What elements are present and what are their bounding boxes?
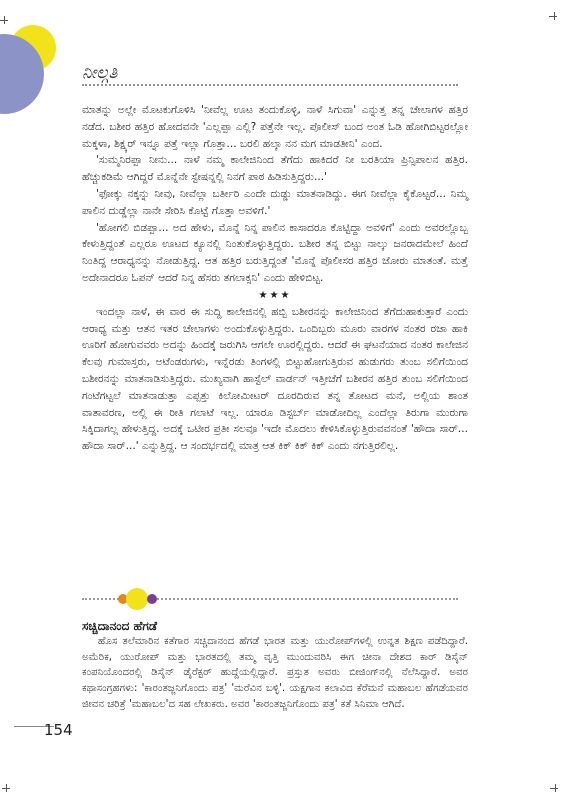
crop-mark	[2, 788, 10, 789]
section-separator: ★★★	[258, 289, 292, 301]
story-paragraph: 'ಹೋಗಲಿ ಬಿಡಪ್ಪಾ... ಅದ ಹೇಳು, ಮೊನ್ನೆ ನಿನ್ನ ಪಾಲಿನ ಕಾಸಾದರೂ ಕೊಟ್ಟಿದ್ದಾ ಅವಳಿಗೆ' ಎಂದು ಅವರಲ್ಲೊಬ್ಬ ಕೇಳುತ್ತಿದ್ದಂತೆ ಎಲ್ಲರೂ ಊಟದ ಕ್ಯೂನಲ್ಲಿ ನಿಂತುಕೊಳ್ಳುತ್ತಿದ್ದರು. ಬಶೀರ ತನ್ನ ಬಿಟ್ಟು ನಾಲ್ಕು ಜನರಾದಮೇಲೆ ಹಿಂದೆ ನಿಂತಿದ್ದ ಆರಾಧ್ಯನನ್ನು ನೋಡುತ್ತಿದ್ದ. ಆತ ಹತ್ತಿರ ಬರುತ್ತಿದ್ದಂತೆ 'ಮೊನ್ನೆ ಪೊಲೀಸರ ಹತ್ತಿರ ಜೋರು ಮಾತಂತೆ. ಮತ್ತೆ ಅದೇನಾದರೂ ಓಪನ್ ಆದರೆ ನಿನ್ನ ಹೆಸರು ತಗಲಾಕ್ಸನಿ' ಎಂದು ಹೇಳಿಬಿಟ್ಟ.	[82, 221, 468, 284]
decorative-purple-dot	[147, 594, 157, 604]
title-divider	[82, 84, 458, 86]
crop-mark	[550, 788, 558, 789]
crop-mark	[0, 20, 8, 21]
story-paragraph: ಮಾತನ್ನು ಅಲ್ಲೇ ಮೊಟಕುಗೊಳಿಸಿ 'ನೀವೆಲ್ಲ ಊಟ ತಂದುಕೊಳ್ಳಿ, ನಾಳೆ ಸಿಗುವಾ' ಎನ್ನುತ್ತ ತನ್ನ ಚೇಲಾಗಳ ಹತ್ತಿರ ನಡೆದ. ಬಶೀರ ಹತ್ತಿರ ಹೋದವನೇ 'ಎಲ್ಲಪ್ಪಾ ಎಲ್ಲಿ? ಪತ್ತೆನೇ ಇಲ್ಲ. ಪೊಲೀಸ್ ಬಂದ ಅಂತ ಓಡಿ ಹೋಗಿಬಿಟ್ಟರಲ್ಲೋ ಮಕ್ಕಳಾ, ಶಿಕ್ಷ್ಕರ್ ಇನ್ನೂ ಪತ್ತೆ ಇಲ್ಲಾ ಗೊತ್ತಾ... ಬರಲಿ ಹಲ್ಕಾ ನನ ಮಗ ಮಾಡತೀನಿ' ಎಂದ.	[82, 104, 468, 150]
story-paragraph: 'ಫೋಕ್ಕು ನಕ್ಕನ್ನು ನೀವು, ನೀವೆಲ್ಲಾ ಬರ್ತೀರಿ ಎಂದೇ ದುಡ್ಡು ಮಾತನಾಡಿದ್ದು. ಈಗ ನೀವೆಲ್ಲಾ ಕೈಕೊಟ್ಟರೆ... ನಿಮ್ಮ ಪಾಲಿನ ದುಡ್ಡೆಲ್ಲಾ ನಾನೇ ಸೇರಿಸಿ ಕೊಟ್ಟೆ ಗೊತ್ತಾ ಅವಳಿಗೆ.'	[82, 187, 468, 217]
author-bio-text: ಹೊಸ ತಲೆಮಾರಿನ ಕತೆಗಾರ ಸಚ್ಚಿದಾನಂದ ಹೆಗಡೆ ಭಾರತ ಮತ್ತು ಯುರೋಪ್‌ಗಳಲ್ಲಿ ಉನ್ನತ ಶಿಕ್ಷಣ ಪಡೆದಿದ್ದಾರೆ. ಅಮೆರಿಕ, ಯುರೋಪ್ ಮತ್ತು ಭಾರತದಲ್ಲಿ ತಮ್ಮ ವೃತ್ತಿ ಮುಂದುವರಿಸಿ ಈಗ ಚೀನಾ ದೇಶದ ಕಾರ್ ಡಿಸೈನ್ ಕಂಪನಿಯೊಂದರಲ್ಲಿ ಡಿಸೈನ್ ಡೈರೆಕ್ಟರ್ ಹುದ್ದೆಯಲ್ಲಿದ್ದಾರೆ. ಪ್ರಸ್ತುತ ಅವರು ಬೀಜಿಂಗ್‌ನಲ್ಲಿ ನೆಲೆಸಿದ್ದಾರೆ. ಅವರ ಕಥಾಸಂಗ್ರಹಗಳು: 'ಕಾರಂತಜ್ಜನಿಗೊಂದು ಪತ್ರ' 'ಮರೆವಿನ ಬಳ್ಳಿ'. ಯಕ್ಷಗಾನ ಕಲಾವಿದ ಕೆರೆಮನೆ ಮಹಾಬಲ ಹೆಗಡೆಯವರ ಜೀವನ ಚರಿತ್ರೆ 'ಮಹಾಬಲ'ದ ಸಹ ಲೇಖಕರು. ಅವರ 'ಕಾರಂತಜ್ಜನಿಗೊಂದು ಪತ್ರ' ಕತೆ ಸಿನಿಮಾ ಆಗಿದೆ.	[82, 636, 468, 710]
crop-mark	[549, 16, 557, 17]
story-body	[82, 102, 468, 455]
story-paragraph: 'ಸುಮ್ಮನಿರಪ್ಪಾ ನೀನು... ನಾಳೆ ನಮ್ಮ ಕಾಲೇಜಿನಿಂದ ತೆಗೆದು ಹಾಕಿದರೆ ನೀ ಬರತಿಯಾ ಪ್ರಿನ್ಸಿಪಾಲನ ಹತ್ತಿರ. ಹೆಚ್ಚುಕಡಿಮೆ ಆಗಿದ್ದರೆ ಮೊನ್ನೆನೇ ಸ್ಟೇಷನ್ನಲ್ಲಿ ನಿನಗೆ ಪಾಠ ಹಿಡಿಸುತ್ತಿದ್ದರು...'	[82, 154, 468, 184]
page-number: 154	[44, 721, 73, 739]
decorative-yellow-dot	[126, 588, 148, 610]
story-paragraph: ಇಂದಲ್ಲಾ ನಾಳೆ, ಈ ವಾರ ಈ ಸುದ್ದಿ ಕಾಲೇಜಿನಲ್ಲಿ ಹಬ್ಬಿ ಬಶೀರನನ್ನು ಕಾಲೇಜಿನಿಂದ ತೆಗೆದುಹಾಕುತ್ತಾರೆ ಎಂದು ಆರಾಧ್ಯ ಮತ್ತು ಆತನ ಇತರ ಚೇಲಾಗಳು ಅಂದುಕೊಳ್ಳುತ್ತಿದ್ದರು. ಒಂದಿಬ್ಬರು ಮೂರು ವಾರಗಳ ನಂತರ ರಜಾ ಹಾಕಿ ಊರಿಗೆ ಹೋಗುವವರು ಅದನ್ನು ಹಿಂದಕ್ಕೆ ಜರುಗಿಸಿ ಆಗಲೇ ಊರಲ್ಲಿದ್ದರು. ಆದರೆ ಈ ಘಟನೆಯಾದ ನಂತರ ಕಾಲೇಜಿನ ಕೆಲವು ಗುಮಾಸ್ತರು, ಅಟೆಂಡರುಗಳು, ಇನ್ನೆರಡು ತಿಂಗಳಲ್ಲಿ ಬಿಟ್ಟುಹೋಗುತ್ತಿರುವ ಹುಡುಗರು ತುಂಬ ಸಲಿಗೆಯಿಂದ ಬಶೀರನನ್ನು ಮಾತನಾಡಿಸುತ್ತಿದ್ದರು. ಮುಖ್ಯವಾಗಿ ಹಾಸ್ಟೆಲ್ ವಾರ್ಡನ್ ಇತ್ತೀಚೆಗೆ ಬಶೀರನ ಹತ್ತಿರ ತುಂಬ ಸಲಿಗೆಯಿಂದ ಗಂಟೆಗಟ್ಟಲೆ ಮಾತನಾಡುತ್ತಾ ಎಪ್ಪತ್ತು ಕಿಲೋಮೀಟರ್ ದೂರದಿರುವ ತನ್ನ ತೋಟದ ಮನೆ, ಅಲ್ಲಿಯ ಶಾಂತ ವಾತಾವರಣ, ಅಲ್ಲಿ ಈ ರೀತಿ ಗಲಾಟೆ ಇಲ್ಲ. ಯಾರೂ ಡಿಸ್ಟರ್ಬ್ ಮಾಡೋದಿಲ್ಲ ಎಂದೆಲ್ಲಾ ತಿರುಗಾ ಮುರುಗಾ ಸಿಕ್ಕಿದಾಗಲ್ಲ ಹೇಳುತ್ತಿದ್ದ. ಅದಕ್ಕೆ ಒಟೀರ ಪ್ರತೀ ಸಲವೂ 'ಇದೇ ಮೊದಲು ಕೇಳಿಸಿಕೊಳ್ಳುತ್ತಿರುವವನಂತೆ 'ಹೌದಾ ಸಾರ್... ಹೌದಾ ಸಾರ್...' ಎನ್ನುತ್ತಿದ್ದ. ಆ ಸಂದರ್ಭದಲ್ಲಿ ಮಾತ್ರ ಆತ ಕಿಕ್ ಕಿಕ್ ಕಿಕ್ ಎಂದು ನಗುತ್ತಿರಲಿಲ್ಲ.	[82, 305, 468, 453]
author-name: ಸಚ್ಚಿದಾನಂದ ಹೆಗಡೆ	[82, 619, 157, 633]
section-title: ನೀಲ್ಗತಿ	[82, 63, 118, 83]
author-bio	[82, 634, 468, 713]
